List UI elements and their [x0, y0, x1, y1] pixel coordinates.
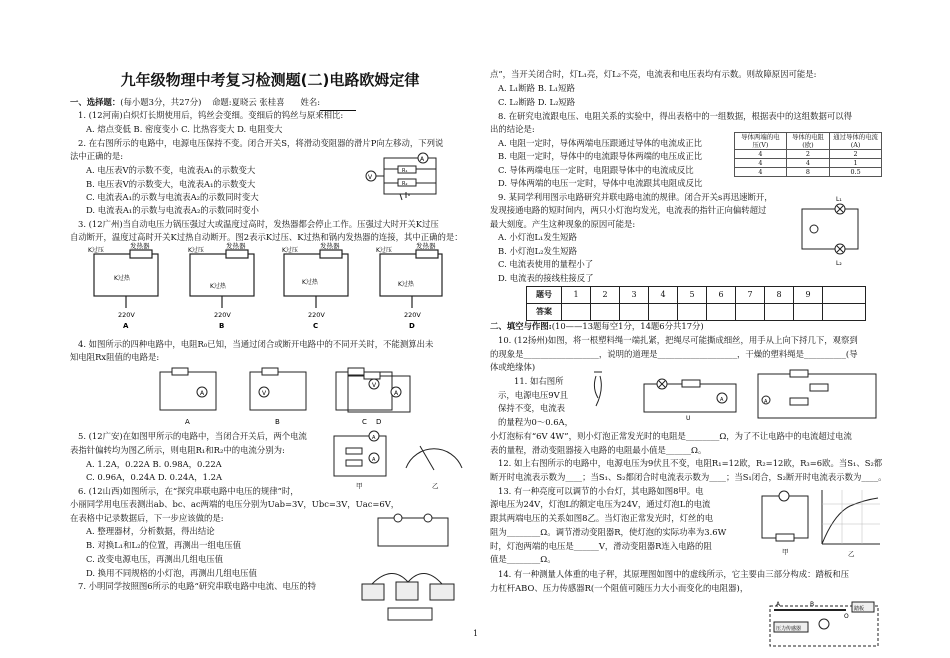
q3-stem-2: 自动断开，温度过高时开关K过热自动断开。图2表示K过压、K过热和锅内发热器的连接，其中正确的是： [70, 232, 463, 242]
q3-voltage-d: 220V [404, 311, 421, 319]
q6-option-c: C. 改变电源电压，再测出几组电压值 [86, 554, 224, 564]
answer-number: 6 [707, 287, 736, 304]
answer-cell[interactable] [823, 304, 866, 321]
answer-cell[interactable] [794, 304, 823, 321]
section-1-header: 一、选择题： [70, 97, 121, 107]
q5-options-1: A. 1.2A，0.22A B. 0.98A，0.22A [86, 459, 222, 469]
q3-label-c-heater: 发热器 [320, 242, 340, 250]
answer-cell[interactable] [678, 304, 707, 321]
q10-line-1: 10. (12扬州)如图，将一根塑料绳一端扎紧，把绳尽可能撕成细丝，用手从上向下捋几下，观察到 [498, 335, 858, 345]
q9-option-c: C. 电流表使用的量程小了 [498, 259, 594, 269]
answer-cell[interactable] [620, 304, 649, 321]
q10-line-3: 体或绝缘体) [490, 362, 536, 372]
q13-line-6: 值是________Ω。 [490, 554, 556, 564]
q4-stem-2: 知电阻Rx阻值的电路是: [70, 352, 160, 362]
q5-stem-2: 表指针偏转均为图乙所示，则电阻R₁和R₂中的电流分别为: [70, 445, 285, 455]
q2-stem-1: 2. 在右图所示的电路中，电源电压保持不变。闭合开关S，将滑动变阻器的滑片P向左移动，下列说 [78, 138, 444, 148]
q8-cell: 0.5 [830, 168, 882, 177]
svg-text:A: A [720, 397, 724, 403]
q14-label-sensor: 压力传感器 [776, 626, 802, 632]
svg-text:R₁: R₁ [402, 168, 408, 174]
q8-stem-1: 8. 在研究电流跟电压、电阻关系的实验中，得出表格中的一组数据，根据表中的这组数据可以得 [498, 111, 853, 121]
q8-header-current: 通过导体的电流(A) [830, 133, 882, 150]
q7-options-1: A. L₁断路 B. L₁短路 [498, 83, 575, 93]
q6-option-d: D. 换用不同规格的小灯泡，再测出几组电压值 [86, 568, 257, 578]
q8-option-d: D. 导体两端的电压一定时，导体中电流跟其电阻成反比 [498, 178, 703, 188]
section-1-info: (每小题3分，共27分) [120, 97, 202, 107]
q4-choice-a: A [185, 418, 190, 426]
q3-label-d-heater: 发热器 [416, 242, 436, 250]
q3-label-c-kover: K过压 [282, 247, 298, 254]
q3-voltage-c: 220V [308, 311, 325, 319]
answer-number: 5 [678, 287, 707, 304]
svg-text:A: A [200, 390, 205, 397]
q9-label-l2: L₂ [836, 260, 842, 267]
q3-voltage-a: 220V [118, 311, 135, 319]
q4-choice-c: C [362, 418, 367, 426]
q8-cell: 4 [735, 150, 787, 159]
q3-choice-a: A [123, 322, 129, 330]
q3-label-a-heater: 发热器 [130, 242, 150, 250]
answer-number: 2 [591, 287, 620, 304]
answer-cell[interactable] [707, 304, 736, 321]
q13-line-4: 阻为________Ω。调节滑动变阻器R，使灯泡的实际功率为3.6W [490, 527, 727, 537]
q3-stem-1: 3. (12广州)当自动电压力锅压强过大或温度过高时，发热器都会停止工作。压强过大时开关K过压 [78, 219, 439, 229]
q2-option-b: B. 电压表V的示数变大，电流表A₁的示数变大 [86, 179, 256, 189]
q8-cell: 2 [830, 150, 882, 159]
q3-label-a-kover: K过压 [88, 247, 104, 254]
q5-fig-jia: 甲 [356, 482, 363, 490]
svg-text:V: V [372, 382, 377, 389]
q8-cell: 4 [735, 168, 787, 177]
svg-text:U: U [686, 415, 691, 422]
q8-header-resistance: 导体的电阻(欧) [786, 133, 829, 150]
q8-cell: 2 [786, 150, 829, 159]
q8-stem-2: 出的结论是: [490, 124, 535, 134]
q14-label-o: O [844, 613, 849, 620]
svg-text:A: A [420, 156, 425, 163]
answer-number: 8 [765, 287, 794, 304]
q13-line-5: 时，灯泡两端的电压是______V，滑动变阻器R连入电路的阻 [490, 541, 712, 551]
q3-label-c-kheat: K过热 [302, 279, 318, 286]
name-label: 姓名: [300, 97, 321, 107]
q13-line-2: 源电压为24V，灯泡L的额定电压为24V，通过灯泡L的电流 [490, 499, 711, 509]
q8-cell: 8 [786, 168, 829, 177]
q9-stem-1: 9. 某同学利用图示电路研究并联电路电流的规律。闭合开关s再迅速断开， [498, 192, 773, 202]
q3-circuit-d [380, 250, 442, 308]
q3-label-b-heater: 发热器 [226, 242, 246, 250]
q2-option-a: A. 电压表V的示数不变，电流表A₁的示数变大 [86, 165, 256, 175]
section-2-info: (10——13题每空1分，14题6分共17分) [551, 321, 704, 331]
q2-stem-2: 法中正确的是: [70, 151, 124, 161]
answer-cell-spare [823, 287, 866, 304]
q5-stem-1: 5. (12广安)在如图甲所示的电路中，当闭合开关后，两个电流 [78, 431, 307, 441]
q9-option-a: A. 小灯泡L₁发生短路 [498, 232, 577, 242]
answer-cell[interactable] [591, 304, 620, 321]
q11-line-5: 小灯泡标有“6V 4W”，则小灯泡正常发光时的电阻是________Ω，为了不让电路中的电流超过电流 [490, 431, 852, 441]
q3-label-d-kheat: K过热 [398, 281, 414, 288]
page-number: 1 [473, 629, 479, 638]
q12-line-1: 12. 如上右图所示的电路中，电源电压为9伏且不变，电阻R₁=12欧，R₂=12欧，R₃=6欧。当S₁、S₂都 [498, 458, 883, 468]
q5-figures [328, 428, 470, 492]
q4-choice-b: B [275, 418, 280, 426]
q3-label-b-kheat: K过热 [210, 283, 226, 290]
q3-choice-c: C [313, 322, 319, 330]
q1-stem: 1. (12河南)白炽灯长期使用后，钨丝会变细。变细后的钨丝与原来相比: [78, 110, 344, 120]
q2-circuit-diagram [362, 146, 454, 206]
q10-line-2: 的现象是__________________，说明的道理是___________________，干燥的塑料绳是__________(导 [490, 349, 858, 359]
answer-cell[interactable] [649, 304, 678, 321]
q1-options: A. 熔点变低 B. 密度变小 C. 比热容变大 D. 电阻变大 [86, 124, 283, 134]
q5-fig-yi: 乙 [432, 482, 439, 490]
q2-option-c: C. 电流表A₁的示数与电流表A₂的示数同时变大 [86, 192, 259, 202]
q11-line-1: 11. 如右图所 [514, 376, 564, 386]
answer-number: 9 [794, 287, 823, 304]
q4-stem-1: 4. 如图所示的四种电路中，电阻R₀已知，当通过闭合或断开电路中的不同开关时，不能测算出未 [78, 339, 434, 349]
section-2-line [490, 320, 704, 334]
q12-line-2: 断开时电流表示数为____；当S₁、S₂都闭合时电流表示数为____；当S₁闭合，S₂断开时电流表示数为____。 [490, 472, 887, 482]
q11-line-6: 表的量程，滑动变阻器接入电路的电阻最小值是______Ω。 [490, 445, 707, 455]
answer-number: 1 [562, 287, 591, 304]
answer-cell[interactable] [562, 304, 591, 321]
q6-q7-figures [352, 512, 470, 630]
q9-circuit-diagram [792, 193, 864, 269]
q6-option-b: B. 对换L₁和L₂的位置，再测出一组电压值 [86, 540, 241, 550]
q14-line-2: 力杠杆ABO、压力传感器R(一个阻值可随压力大小而变化的电阻器)， [490, 583, 749, 593]
answer-table-answer-label: 答案 [527, 304, 562, 321]
answer-cell[interactable] [765, 304, 794, 321]
svg-text:A: A [394, 390, 399, 397]
q7-options-2: C. L₂断路 D. L₂短路 [498, 97, 576, 107]
q4-circuit-d [340, 372, 420, 426]
answer-number: 4 [649, 287, 678, 304]
svg-text:A: A [372, 435, 376, 441]
q9-stem-3: 最大刻度。产生这种现象的原因可能是: [490, 219, 636, 229]
q3-label-a-kheat: K过热 [114, 275, 130, 282]
q4-choice-d: D [376, 418, 382, 426]
svg-text:A: A [764, 399, 768, 405]
answer-number: 3 [620, 287, 649, 304]
q3-heater-circuits [86, 242, 446, 330]
q8-option-b: B. 电阻一定时，导体中的电流跟导体两端的电压成正比 [498, 151, 703, 161]
answer-table [526, 286, 866, 321]
q13-line-1: 13. 有一种亮度可以调节的小台灯，其电路如图8甲。电 [498, 486, 704, 496]
svg-text:A: A [372, 457, 376, 463]
answer-table-number-label: 题号 [527, 287, 562, 304]
q3-choice-d: D [409, 322, 415, 330]
q14-label-a: A [776, 601, 781, 608]
q6-stem-3: 在表格中记录数据后，下一步应该做的是: [70, 513, 224, 523]
q3-circuit-b [190, 250, 254, 308]
q13-fig-jia: 甲 [782, 548, 789, 556]
q9-label-l1: L₁ [836, 196, 842, 203]
svg-text:V: V [262, 390, 267, 397]
svg-text:R₂: R₂ [402, 181, 408, 187]
section-2-header: 二、填空与作图: [490, 321, 552, 331]
author-label: 命题:夏晓云 张桂喜 [212, 97, 285, 107]
q8-cell: 4 [735, 159, 787, 168]
q8-cell: 4 [786, 159, 829, 168]
q8-header-voltage: 导体两端的电压(V) [735, 133, 787, 150]
q6-option-a: A. 整理器材，分析数据，得出结论 [86, 526, 215, 536]
q7-continuation: 点”，当开关闭合时，灯L₁亮，灯L₂不亮，电流表和电压表均有示数。则故障原因可能是: [490, 69, 817, 79]
q11-line-3: 保持不变，电流表 [498, 403, 565, 413]
q13-fig-yi: 乙 [848, 550, 855, 558]
q3-choice-b: B [219, 322, 225, 330]
q9-stem-2: 发现接通电路的短时间内，两只小灯泡均发光，电流表的指针正向偏转超过 [490, 205, 767, 215]
q6-stem-1: 6. (12山西)如图所示，在“探究串联电路中电压的规律”时， [78, 486, 299, 496]
q8-cell: 1 [830, 159, 882, 168]
q13-figures [754, 484, 882, 560]
q14-label-b: B [810, 601, 815, 608]
q5-options-2: C. 0.96A，0.24A D. 0.24A，1.2A [86, 472, 223, 482]
q14-label-pedal: 踏板 [854, 606, 865, 612]
q11-q12-figures [582, 368, 882, 426]
q3-label-b-kover: K过压 [188, 247, 204, 254]
q7-stem: 7. 小明同学按照图6所示的电路“研究串联电路中电流、电压的特 [78, 581, 317, 591]
q2-option-d: D. 电流表A₁的示数与电流表A₂的示数同时变小 [86, 205, 259, 215]
q14-scale-diagram [766, 594, 882, 656]
q9-option-d: D. 电流表的接线柱接反了 [498, 273, 594, 283]
answer-number: 7 [736, 287, 765, 304]
answer-cell[interactable] [736, 304, 765, 321]
q6-stem-2: 小丽同学用电压表测出ab、bc、ac两端的电压分别为Uab=3V，Ubc=3V，Uac=6V， [70, 499, 400, 509]
q11-line-2: 示，电源电压9V且 [498, 390, 569, 400]
q3-label-d-kover: K过压 [376, 247, 392, 254]
q3-voltage-b: 220V [214, 311, 231, 319]
page-title: 九年级物理中考复习检测题(二)电路欧姆定律 [120, 71, 420, 89]
q14-line-1: 14. 有一种测量人体重的电子秤，其原理图如图中的虚线所示，它主要由三部分构成：踏板和压 [498, 569, 849, 579]
svg-text:V: V [368, 174, 373, 181]
q8-option-a: A. 电阻一定时，导体两端电压跟通过导体的电流成正比 [498, 138, 702, 148]
q8-option-c: C. 导体两端电压一定时，电阻跟导体中的电流成反比 [498, 165, 694, 175]
q11-line-4: 的量程为0～0.6A， [498, 417, 573, 427]
q13-line-3: 跟其两端电压的关系如图8乙。当灯泡正常发光时，灯丝的电 [490, 513, 714, 523]
q9-option-b: B. 小灯泡L₂发生短路 [498, 246, 578, 256]
q8-data-table [734, 132, 882, 177]
